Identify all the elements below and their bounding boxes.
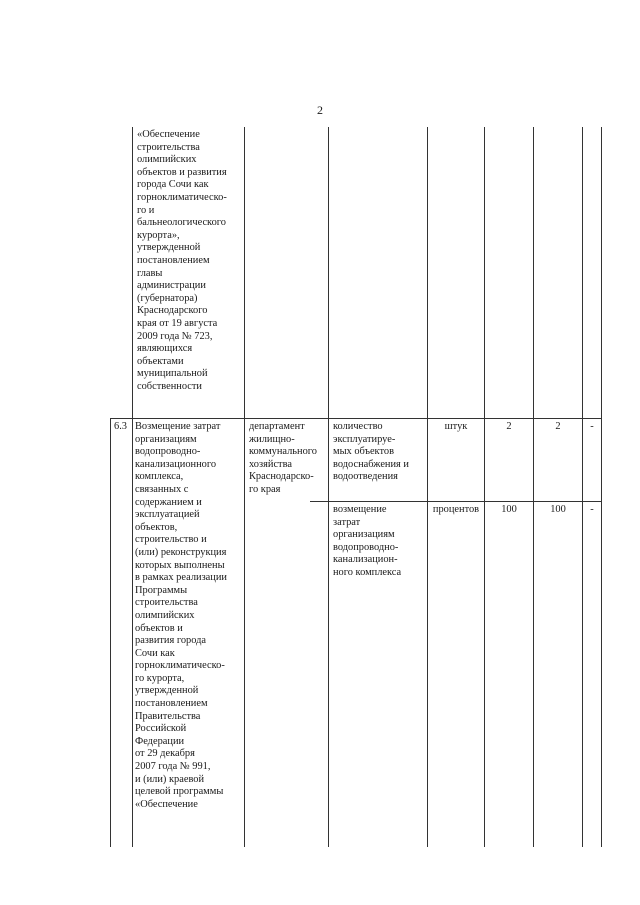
row-continued-name: «Обеспечение строительства олимпийских объектов и развития города Сочи как горноклиматическо- го и бальнеологического курорта», утвержденной постановлением главы администрации (губернатора) Краснодарского края от 19 августа 2009 года № 723, являющихся объектами муниципальной собственности	[137, 129, 227, 392]
indicator-1-value-1: 2	[506, 421, 512, 432]
page-number: 2	[317, 103, 323, 117]
indicator-1-value-2: 2	[555, 421, 561, 432]
row-6-3-number: 6.3	[114, 421, 127, 432]
indicator-2-value-2: 100	[550, 504, 566, 515]
row-6-3-name: Возмещение затрат организациям водопроводно- канализационного комплекса, связанных с содержанием и эксплуатацией объектов, строительство и (или) реконструкция которых выполнены в рамках реализации Программы строительства олимпийских объектов и развития города Сочи как горноклиматическо- го курорта, утвержденной постановлением Правительства Российской Федерации от 29 декабря 2007 года № 991, и (или) краевой целевой программы «Обеспечение	[135, 421, 227, 810]
indicator-1-name: количество эксплуатируе- мых объектов водоснабжения и водоотведения	[333, 421, 409, 483]
indicator-2-value-1: 100	[501, 504, 517, 515]
indicator-2-value-3: -	[590, 504, 594, 515]
indicator-1-value-3: -	[590, 421, 594, 432]
row-6-3-executor: департамент жилищно- коммунального хозяйства Краснодарско- го края	[249, 421, 318, 495]
indicator-1-unit: штук	[444, 421, 468, 432]
indicator-2-unit: процентов	[432, 504, 480, 515]
indicator-2-name: возмещение затрат организациям водопроводно- канализацион- ного комплекса	[333, 504, 402, 578]
